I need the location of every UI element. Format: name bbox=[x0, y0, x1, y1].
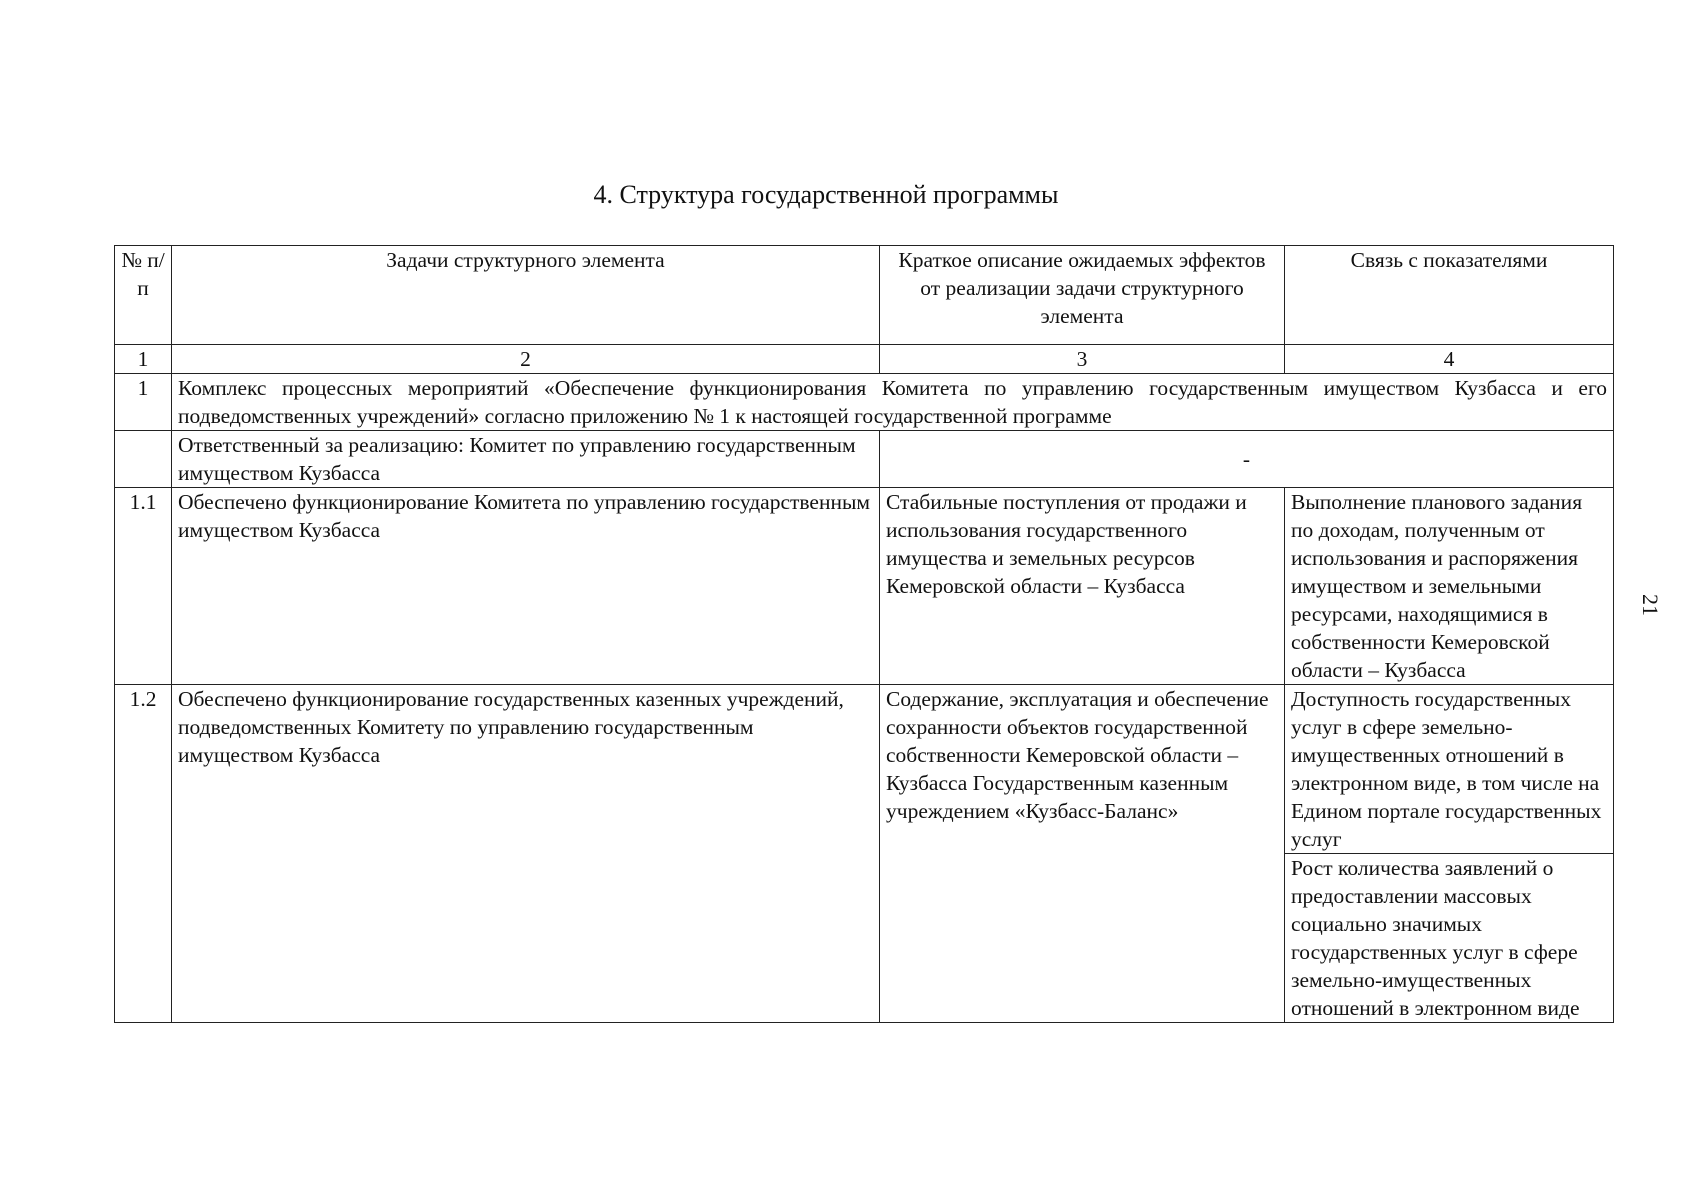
row-effect: Содержание, эксплуатация и обеспечение сохранности объектов государственной собственности Кемеровской области – Кузбасса Государственным казенным учреждением «Кузбасс-Баланс» bbox=[880, 685, 1285, 1023]
section-text: Комплекс процессных мероприятий «Обеспечение функционирования Комитета по управлению государственным имуществом Кузбасса и его подведомственных учреждений» согласно приложению № 1 к настоящей государственной программе bbox=[172, 374, 1614, 431]
column-number: 3 bbox=[880, 345, 1285, 374]
header-col-number: № п/п bbox=[115, 246, 172, 345]
header-col-indicators: Связь с показателями bbox=[1285, 246, 1614, 345]
row-number: 1.2 bbox=[115, 685, 172, 1023]
page-title: 4. Структура государственной программы bbox=[593, 180, 1059, 209]
row-indicator: Выполнение планового задания по доходам, полученным от использования и распоряжения имуществом и земельными ресурсами, находящимися в собственности Кемеровской области – Кузбасса bbox=[1285, 488, 1614, 685]
section-row bbox=[115, 374, 1614, 431]
responsible-value: - bbox=[880, 431, 1614, 488]
empty-cell bbox=[115, 431, 172, 488]
row-task: Обеспечено функционирование Комитета по управлению государственным имуществом Кузбасса bbox=[172, 488, 880, 685]
table-row bbox=[115, 685, 1614, 1023]
row-indicator: Рост количества заявлений о предоставлении массовых социально значимых государственных услуг в сфере земельно-имущественных отношений в электронном виде bbox=[1291, 856, 1580, 1020]
header-col-tasks: Задачи структурного элемента bbox=[172, 246, 880, 345]
responsible-row bbox=[115, 431, 1614, 488]
structure-table bbox=[114, 245, 1614, 1023]
column-number-row bbox=[115, 345, 1614, 374]
column-number: 1 bbox=[115, 345, 172, 374]
table-row bbox=[115, 488, 1614, 685]
column-number: 4 bbox=[1285, 345, 1614, 374]
table-header-row bbox=[115, 246, 1614, 345]
row-task: Обеспечено функционирование государственных казенных учреждений, подведомственных Комитету по управлению государственным имуществом Кузбасса bbox=[172, 685, 880, 1023]
column-number: 2 bbox=[172, 345, 880, 374]
responsible-text: Ответственный за реализацию: Комитет по управлению государственным имуществом Кузбасса bbox=[172, 431, 880, 488]
header-col-effects: Краткое описание ожидаемых эффектов от реализации задачи структурного элемента bbox=[880, 246, 1285, 345]
row-indicators bbox=[1285, 685, 1614, 1023]
row-indicator: Доступность государственных услуг в сфере земельно-имущественных отношений в электронном виде, в том числе на Едином портале государственных услуг bbox=[1285, 685, 1613, 854]
row-effect: Стабильные поступления от продажи и использования государственного имущества и земельных ресурсов Кемеровской области – Кузбасса bbox=[880, 488, 1285, 685]
section-number: 1 bbox=[115, 374, 172, 431]
row-number: 1.1 bbox=[115, 488, 172, 685]
page-number: 21 bbox=[1638, 594, 1663, 616]
